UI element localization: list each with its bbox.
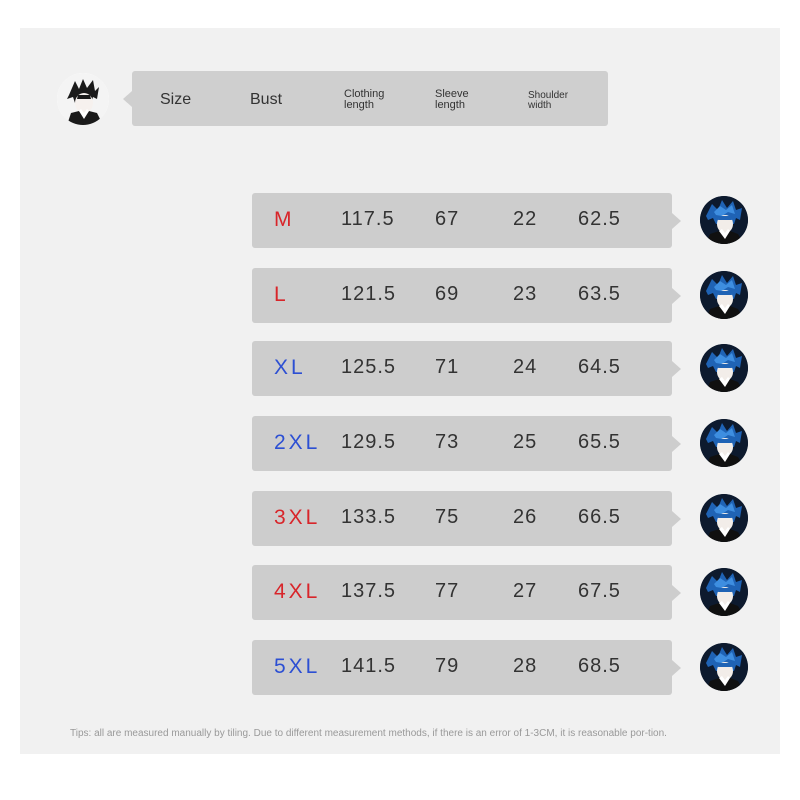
bust-value: 137.5 <box>341 580 397 602</box>
size-label: XL <box>274 356 306 379</box>
bust-value: 133.5 <box>341 506 397 528</box>
sleeve-length-value: 26 <box>513 506 538 528</box>
size-row <box>252 491 672 546</box>
size-label: 3XL <box>274 506 321 529</box>
size-row <box>252 565 672 620</box>
clothing-length-value: 71 <box>435 356 460 378</box>
clothing-length-value: 73 <box>435 431 460 453</box>
shoulder-width-value: 63.5 <box>578 283 621 305</box>
row-avatar-icon <box>700 643 748 691</box>
bust-value: 117.5 <box>341 208 395 230</box>
sleeve-length-header: Sleeve length <box>435 88 469 111</box>
size-row <box>252 341 672 396</box>
shoulder-width-value: 67.5 <box>578 580 621 602</box>
sleeve-length-value: 27 <box>513 580 538 602</box>
shoulder-width-value: 65.5 <box>578 431 621 453</box>
size-row <box>252 416 672 471</box>
size-label: 2XL <box>274 431 321 454</box>
size-label: M <box>274 208 295 231</box>
size-header: Size <box>160 91 192 108</box>
sleeve-length-value: 25 <box>513 431 538 453</box>
size-label: 5XL <box>274 655 321 678</box>
shoulder-width-header: Shoulder width <box>528 90 569 111</box>
bust-value: 121.5 <box>341 283 397 305</box>
clothing-length-value: 79 <box>435 655 460 677</box>
bust-value: 125.5 <box>341 356 397 378</box>
bust-header: Bust <box>250 91 283 108</box>
row-avatar-icon <box>700 344 748 392</box>
size-label: 4XL <box>274 580 321 603</box>
size-row <box>252 640 672 695</box>
clothing-length-value: 69 <box>435 283 460 305</box>
header-avatar-icon <box>57 73 109 125</box>
clothing-length-value: 67 <box>435 208 460 230</box>
row-avatar-icon <box>700 568 748 616</box>
header-bubble <box>132 71 608 126</box>
size-label: L <box>274 283 289 306</box>
shoulder-width-value: 62.5 <box>578 208 621 230</box>
bust-value: 141.5 <box>341 655 397 677</box>
tips-text: Tips: all are measured manually by tiling. Due to different measurement methods, if there is an error of 1-3CM, it is reasonable por-tion. <box>70 728 667 739</box>
row-avatar-icon <box>700 196 748 244</box>
row-avatar-icon <box>700 419 748 467</box>
size-row <box>252 268 672 323</box>
row-avatar-icon <box>700 271 748 319</box>
sleeve-length-value: 28 <box>513 655 538 677</box>
shoulder-width-value: 64.5 <box>578 356 621 378</box>
row-avatar-icon <box>700 494 748 542</box>
shoulder-width-value: 66.5 <box>578 506 621 528</box>
bust-value: 129.5 <box>341 431 397 453</box>
sleeve-length-value: 23 <box>513 283 538 305</box>
size-row <box>252 193 672 248</box>
clothing-length-value: 77 <box>435 580 460 602</box>
clothing-length-value: 75 <box>435 506 460 528</box>
shoulder-width-value: 68.5 <box>578 655 621 677</box>
sleeve-length-value: 24 <box>513 356 538 378</box>
sleeve-length-value: 22 <box>513 208 538 230</box>
clothing-length-header: Clothing length <box>344 88 385 111</box>
